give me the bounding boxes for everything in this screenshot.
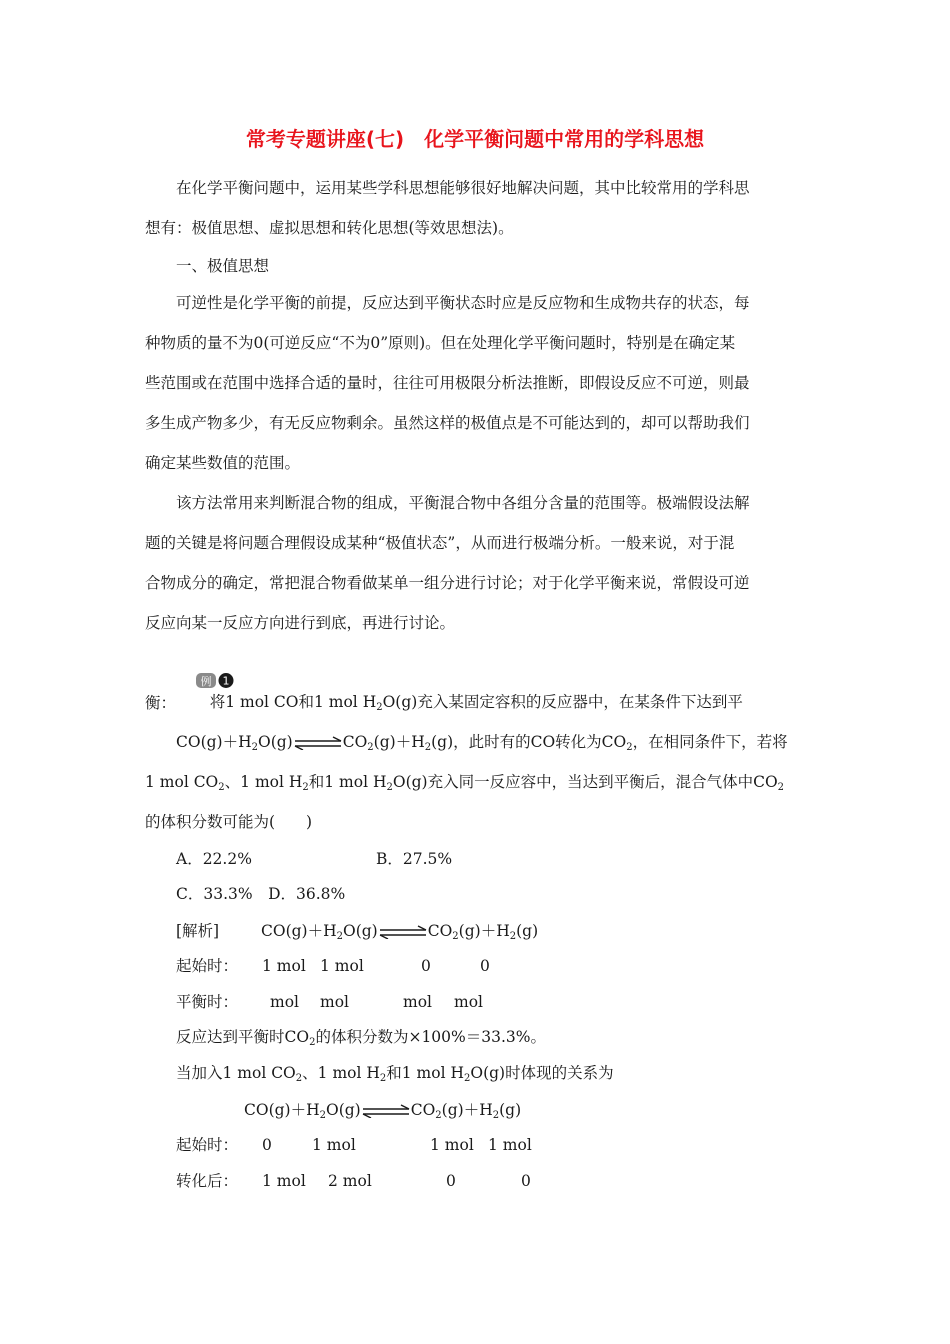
para2-line-3: 合物成分的确定，常把混合物看做某单一组分进行讨论；对于化学平衡来说，常假设可逆 [145,574,750,592]
para2-line-4: 反应向某一反应方向进行到底，再进行讨论。 [145,614,456,632]
start2-row-value: 1 mol [488,1136,532,1154]
q1b-text: O(g)充入某固定容积的反应器中，在某条件下达到平 [382,693,743,711]
para1-line-4: 多生成产物多少，有无反应物剩余。虽然这样的极值点是不可能达到的，却可以帮助我们 [145,414,750,432]
para1-line-1: 可逆性是化学平衡的前提，反应达到平衡状态时应是反应物和生成物共存的状态，每 [176,294,750,312]
solution-label: [解析] [176,922,220,940]
start2-row-value: 0 [262,1136,272,1154]
sub-2: 2 [376,702,383,713]
converted-row-value: 2 mol [328,1172,372,1190]
para1-line-2: 种物质的量不为0(可逆反应“不为0”原则)。但在处理化学平衡问题时，特别是在确定某 [145,334,736,352]
example-question-line-1 [176,652,743,732]
start2-row-value: 1 mol [312,1136,356,1154]
converted-row-label: 转化后： [176,1172,239,1190]
equilibrium-row-value: mol [320,993,349,1011]
start-row-value: 1 mol [262,957,306,975]
para2-line-1: 该方法常用来判断混合物的组成，平衡混合物中各组分含量的范围等。极端假设法解 [176,494,750,512]
equilibrium-row-label: 平衡时： [176,993,239,1011]
intro-line-2: 想有：极值思想、虚拟思想和转化思想(等效思想法)。 [145,219,514,237]
start-row-label: 起始时： [176,957,239,975]
equilibrium-arrow-icon [378,925,428,939]
example-badge-icon [196,672,238,689]
example-badge-char: 例 [200,675,212,688]
start2-row-value: 1 mol [430,1136,474,1154]
converted-row-value: 1 mol [262,1172,306,1190]
reaction-line-3: 的体积分数可能为( ) [145,813,313,831]
equilibrium-row-value: mol [270,993,299,1011]
para1-line-5: 确定某些数值的范围。 [145,454,301,472]
converted-row-value: 0 [446,1172,456,1190]
start-row-value: 0 [480,957,490,975]
equilibrium-row-value: mol [403,993,432,1011]
equilibrium-arrow-icon [361,1104,411,1118]
solution-equation-1: $CO(g)+H_2O(g)$ $CO_2(g)+H_2(g)$ [261,922,539,942]
intro-line-1: 在化学平衡问题中，运用某些学科思想能够很好地解决问题，其中比较常用的学科思 [176,179,750,197]
converted-row-value: 0 [521,1172,531,1190]
option-a: A．22.2% [176,850,252,868]
equilibrium-arrow-icon [293,736,343,750]
start-row-value: 1 mol [320,957,364,975]
equilibrium-row-value: mol [454,993,483,1011]
reaction-line-2: 1 mol $CO_2$、1 mol $H_2$和1 mol $H_2O(g)$充入同一反应容中，当达到平衡后，混合气体中$CO_2$ [145,773,785,793]
addition-line: 当加入1 mol $CO_2$、1 mol $H_2$和1 mol $H_2O(g)$时体现的关系为 [176,1064,614,1084]
solution-equation-2: $CO(g)+H_2O(g)$ $CO_2(g)+H_2(g)$ [244,1101,522,1121]
example-question-line-2: 衡： [145,694,177,712]
start2-row-label: 起始时： [176,1136,239,1154]
option-c-d: C．33.3% D．36.8% [176,885,346,903]
example-badge-number: 1 [222,674,230,688]
para2-line-2: 题的关键是将问题合理假设成某种“极值状态”，从而进行极端分析。一般来说，对于混 [145,534,735,552]
page-title: 常考专题讲座(七) 化学平衡问题中常用的学科思想 [245,127,705,151]
option-b: B．27.5% [376,850,453,868]
para1-line-3: 些范围或在范围中选择合适的量时，往往可用极限分析法推断，即假设反应不可逆，则最 [145,374,750,392]
reaction-line-1: $CO(g)+H_2O(g)$ $CO_2(g)+H_2(g)$，此时有的CO转化为$CO_2$，在相同条件下，若将 [176,733,788,753]
q1-text: 将1 mol CO和1 mol H [209,693,377,711]
section-heading-extreme-value: 一、极值思想 [176,257,270,275]
result-line: 反应达到平衡时$CO_2$的体积分数为×100%＝33.3%。 [176,1028,546,1048]
start-row-value: 0 [421,957,431,975]
